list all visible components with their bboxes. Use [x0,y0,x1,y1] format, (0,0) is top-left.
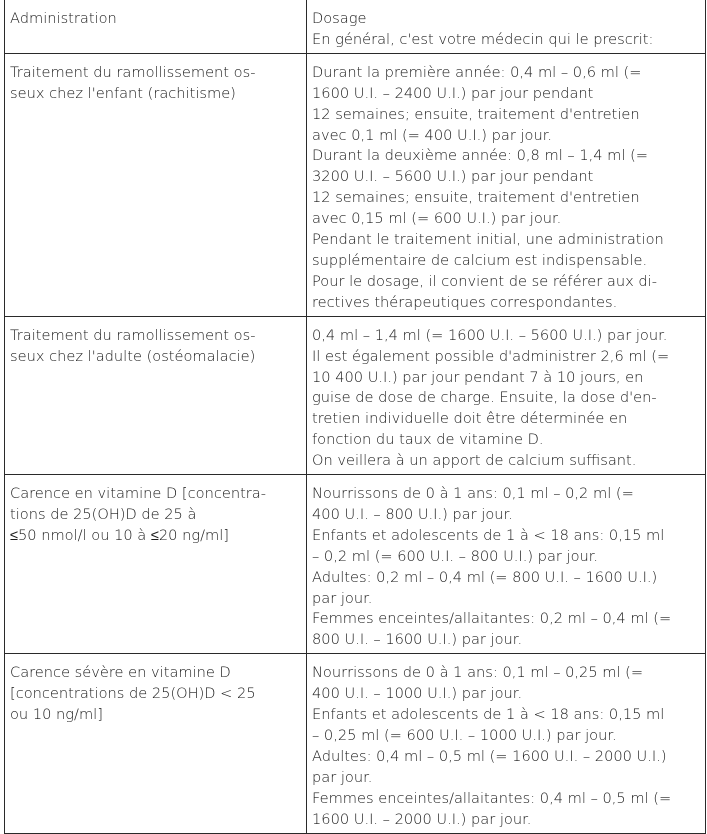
header-dosage-subtitle: En général, c'est votre médecin qui le prescrit: [312,30,654,48]
dosage-table [4,0,706,834]
dosage-line: avec 0,15 ml (= 600 U.I.) par jour. [312,210,562,228]
header-administration-cell [5,0,307,53]
table-header-row [5,0,706,53]
dosage-line: 800 U.I. – 1600 U.I.) par jour. [312,631,523,649]
administration-line: tions de 25(OH)D de 25 à [10,505,197,523]
dosage-line: 1600 U.I. – 2400 U.I.) par jour pendant [312,84,594,102]
dosage-line: On veillera à un apport de calcium suffisant. [312,452,637,470]
table-row [5,475,706,654]
administration-line: seux chez l'adulte (ostéomalacie) [10,347,256,365]
dosage-line: 0,4 ml – 1,4 ml (= 1600 U.I. – 5600 U.I.) par jour. [312,326,668,344]
dosage-line: Pendant le traitement initial, une administration [312,231,664,249]
dosage-line: par jour. [312,589,373,607]
dosage-line: Adultes: 0,4 ml – 0,5 ml (= 1600 U.I. – 2000 U.I.) [312,747,667,765]
dosage-cell [307,475,706,654]
dosage-line: Pour le dosage, il convient de se référer aux di- [312,272,657,290]
administration-line: [concentrations de 25(OH)D < 25 [10,685,256,703]
dosage-line: Il est également possible d'administrer 2,6 ml (= [312,347,670,365]
dosage-line: avec 0,1 ml (= 400 U.I.) par jour. [312,126,553,144]
dosage-line: fonction du taux de vitamine D. [312,431,544,449]
dosage-cell [307,53,706,316]
administration-cell [5,316,307,474]
dosage-line: 10 400 U.I.) par jour pendant 7 à 10 jours, en [312,368,644,386]
dosage-line: Nourrissons de 0 à 1 ans: 0,1 ml – 0,25 ml (= [312,664,644,682]
dosage-line: guise de dose de charge. Ensuite, la dose d'en- [312,389,657,407]
dosage-line: Femmes enceintes/allaitantes: 0,2 ml – 0,4 ml (= [312,610,672,628]
dosage-line: 12 semaines; ensuite, traitement d'entretien [312,189,640,207]
dosage-line: – 0,2 ml (= 600 U.I. – 800 U.I.) par jour. [312,547,599,565]
dosage-line: Enfants et adolescents de 1 à < 18 ans: 0,15 ml [312,526,665,544]
dosage-line: Nourrissons de 0 à 1 ans: 0,1 ml – 0,2 ml (= [312,485,634,503]
dosage-line: 12 semaines; ensuite, traitement d'entretien [312,105,640,123]
administration-cell [5,654,307,833]
dosage-line: Enfants et adolescents de 1 à < 18 ans: 0,15 ml [312,706,665,724]
administration-line: Carence sévère en vitamine D [10,664,231,682]
dosage-line: par jour. [312,768,373,786]
dosage-line: Adultes: 0,2 ml – 0,4 ml (= 800 U.I. – 1600 U.I.) [312,568,658,586]
dosage-line: supplémentaire de calcium est indispensable. [312,251,648,269]
administration-line: ≤50 nmol/l ou 10 à ≤20 ng/ml] [10,526,229,544]
dosage-cell [307,316,706,474]
dosage-table-body [5,0,706,833]
administration-cell [5,53,307,316]
administration-line: seux chez l'enfant (rachitisme) [10,84,236,102]
header-administration-label: Administration [10,10,117,27]
administration-line: Traitement du ramollissement os- [10,326,256,344]
dosage-line: Femmes enceintes/allaitantes: 0,4 ml – 0,5 ml (= [312,789,672,807]
table-row [5,53,706,316]
administration-cell [5,475,307,654]
dosage-line: – 0,25 ml (= 600 U.I. – 1000 U.I.) par jour. [312,727,617,744]
dosage-line: 400 U.I. – 1000 U.I.) par jour. [312,685,523,703]
header-dosage-title: Dosage [312,10,367,27]
dosage-line: Durant la deuxième année: 0,8 ml – 1,4 ml (= [312,147,648,165]
dosage-line: rectives thérapeutiques correspondantes. [312,293,618,311]
table-row [5,654,706,833]
administration-line: Traitement du ramollissement os- [10,63,256,81]
administration-line: ou 10 ng/ml] [10,706,103,724]
dosage-line: 3200 U.I. – 5600 U.I.) par jour pendant [312,168,594,186]
header-dosage-cell [307,0,706,53]
dosage-line: 1600 U.I. – 2000 U.I.) par jour. [312,810,532,828]
administration-line: Carence en vitamine D [concentra- [10,485,266,503]
dosage-line: Durant la première année: 0,4 ml – 0,6 ml (= [312,63,642,81]
table-row [5,316,706,474]
dosage-line: 400 U.I. – 800 U.I.) par jour. [312,505,513,523]
dosage-cell [307,654,706,833]
dosage-line: tretien individuelle doit être déterminée en [312,410,628,428]
